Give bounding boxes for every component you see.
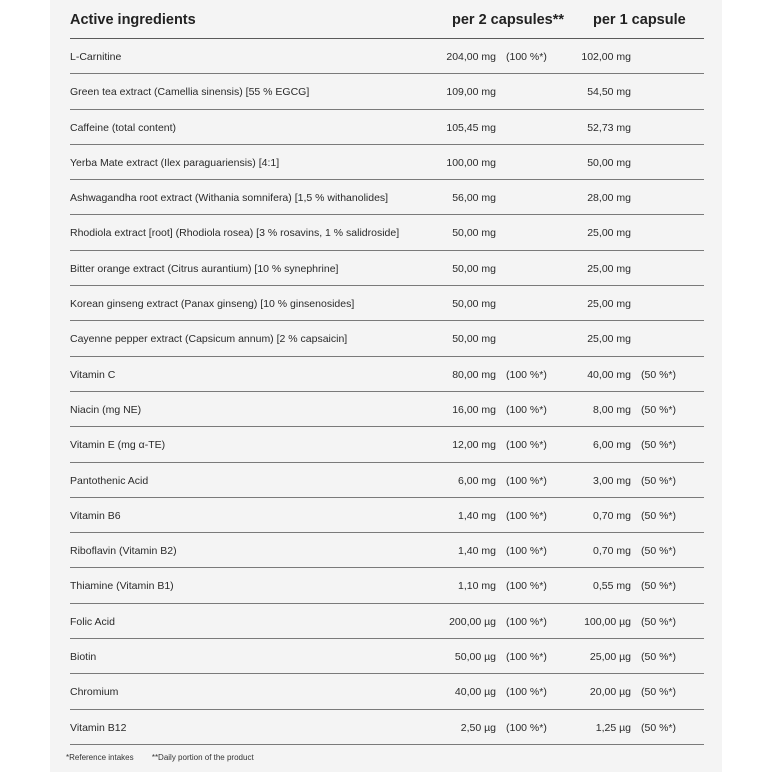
header-per-1-capsule: per 1 capsule [593,12,686,28]
table-row [70,215,704,250]
table-row [70,110,704,145]
amount-per-1-capsule: 25,00 mg [587,298,631,311]
amount-per-1-capsule: 25,00 µg [589,651,631,664]
amount-per-2-capsules: 100,00 mg [446,156,496,169]
ingredient-name: Biotin [70,651,97,664]
table-row [70,74,704,109]
percent-per-1-capsule: (50 %*) [641,474,677,487]
ingredient-name: Pantothenic Acid [70,474,149,487]
amount-per-2-capsules: 80,00 mg [452,368,496,381]
ingredients-table [70,0,704,745]
percent-per-1-capsule: (50 %*) [641,439,677,452]
amount-per-2-capsules: 56,00 mg [452,192,496,205]
amount-per-1-capsule: 8,00 mg [593,403,631,416]
percent-per-2-capsules: (100 %*) [506,509,547,522]
amount-per-2-capsules: 50,00 mg [452,227,496,240]
amount-per-2-capsules: 12,00 mg [452,439,496,452]
ingredient-name: Green tea extract (Camellia sinensis) [55 % EGCG] [70,86,310,99]
ingredient-name: Vitamin C [70,368,116,381]
amount-per-2-capsules: 2,50 µg [460,721,496,734]
amount-per-1-capsule: 3,00 mg [593,474,631,487]
percent-per-1-capsule: (50 %*) [641,545,677,558]
footnotes [66,753,270,762]
footnote-reference-intakes: *Reference intakes [66,753,134,762]
amount-per-2-capsules: 1,40 mg [458,509,496,522]
percent-per-1-capsule: (50 %*) [641,721,677,734]
percent-per-2-capsules: (100 %*) [506,615,547,628]
table-row [70,674,704,709]
amount-per-1-capsule: 100,00 µg [584,615,631,628]
amount-per-1-capsule: 54,50 mg [587,86,631,99]
amount-per-1-capsule: 50,00 mg [587,156,631,169]
table-row [70,568,704,603]
ingredient-name: Thiamine (Vitamin B1) [70,580,174,593]
ingredient-name: Cayenne pepper extract (Capsicum annum) [2 % capsaicin] [70,333,348,346]
amount-per-2-capsules: 50,00 mg [452,333,496,346]
percent-per-2-capsules: (100 %*) [506,403,547,416]
table-row [70,604,704,639]
table-row [70,710,704,745]
table-row [70,145,704,180]
amount-per-2-capsules: 1,10 mg [458,580,496,593]
amount-per-1-capsule: 40,00 mg [587,368,631,381]
amount-per-2-capsules: 204,00 mg [446,51,496,63]
ingredient-name: Caffeine (total content) [70,121,177,134]
table-row [70,39,704,74]
table-row [70,533,704,568]
table-row [70,498,704,533]
percent-per-1-capsule: (50 %*) [641,686,677,699]
amount-per-2-capsules: 40,00 µg [454,686,496,699]
percent-per-2-capsules: (100 %*) [506,545,547,558]
amount-per-2-capsules: 105,45 mg [446,121,496,134]
ingredient-name: Vitamin B6 [70,509,121,522]
ingredient-name: Korean ginseng extract (Panax ginseng) [10 % ginsenosides] [70,298,355,311]
ingredient-name: Bitter orange extract (Citrus aurantium) [10 % synephrine] [70,262,339,275]
amount-per-1-capsule: 20,00 µg [589,686,631,699]
ingredient-name: Ashwagandha root extract (Withania somnifera) [1,5 % withanolides] [70,192,389,205]
percent-per-1-capsule: (50 %*) [641,368,677,381]
table-row [70,357,704,392]
ingredient-name: L-Carnitine [70,51,122,63]
footnote-daily-portion: **Daily portion of the product [151,753,254,762]
amount-per-2-capsules: 1,40 mg [458,545,496,558]
table-row [70,251,704,286]
table-row [70,286,704,321]
amount-per-1-capsule: 1,25 µg [595,721,631,734]
amount-per-1-capsule: 25,00 mg [587,227,631,240]
amount-per-1-capsule: 52,73 mg [587,121,631,134]
amount-per-2-capsules: 6,00 mg [458,474,496,487]
ingredient-name: Chromium [70,686,119,699]
table-row [70,427,704,462]
ingredient-name: Riboflavin (Vitamin B2) [70,545,177,558]
table-row [70,180,704,215]
amount-per-1-capsule: 0,55 mg [593,580,631,593]
ingredient-name: Rhodiola extract [root] (Rhodiola rosea) [3 % rosavins, 1 % salidroside] [70,227,400,240]
amount-per-1-capsule: 25,00 mg [587,333,631,346]
ingredient-name: Vitamin E (mg α-TE) [70,439,166,452]
header-per-2-capsules: per 2 capsules** [452,12,565,28]
ingredient-name: Niacin (mg NE) [70,403,142,416]
percent-per-1-capsule: (50 %*) [641,615,677,628]
percent-per-2-capsules: (100 %*) [506,368,547,381]
percent-per-2-capsules: (100 %*) [506,686,547,699]
percent-per-2-capsules: (100 %*) [506,474,547,487]
percent-per-2-capsules: (100 %*) [506,580,547,593]
amount-per-1-capsule: 102,00 mg [581,51,631,63]
percent-per-1-capsule: (50 %*) [641,509,677,522]
amount-per-1-capsule: 6,00 mg [593,439,631,452]
amount-per-2-capsules: 50,00 µg [454,651,496,664]
percent-per-2-capsules: (100 %*) [506,439,547,452]
amount-per-2-capsules: 50,00 mg [452,298,496,311]
amount-per-2-capsules: 16,00 mg [452,403,496,416]
header-active-ingredients: Active ingredients [70,12,196,28]
table-row [70,321,704,356]
amount-per-2-capsules: 109,00 mg [446,86,496,99]
table-header [70,0,704,39]
ingredient-name: Yerba Mate extract (Ilex paraguariensis) [4:1] [70,156,280,169]
percent-per-2-capsules: (100 %*) [506,51,547,63]
amount-per-1-capsule: 25,00 mg [587,262,631,275]
percent-per-1-capsule: (50 %*) [641,403,677,416]
amount-per-2-capsules: 50,00 mg [452,262,496,275]
amount-per-1-capsule: 0,70 mg [593,509,631,522]
table-row [70,639,704,674]
table-body [70,39,704,745]
percent-per-2-capsules: (100 %*) [506,651,547,664]
ingredient-name: Folic Acid [70,615,115,628]
ingredient-name: Vitamin B12 [70,721,127,734]
table-row [70,463,704,498]
amount-per-2-capsules: 200,00 µg [449,615,496,628]
percent-per-1-capsule: (50 %*) [641,651,677,664]
table-row [70,392,704,427]
percent-per-2-capsules: (100 %*) [506,721,547,734]
amount-per-1-capsule: 28,00 mg [587,192,631,205]
percent-per-1-capsule: (50 %*) [641,580,677,593]
amount-per-1-capsule: 0,70 mg [593,545,631,558]
